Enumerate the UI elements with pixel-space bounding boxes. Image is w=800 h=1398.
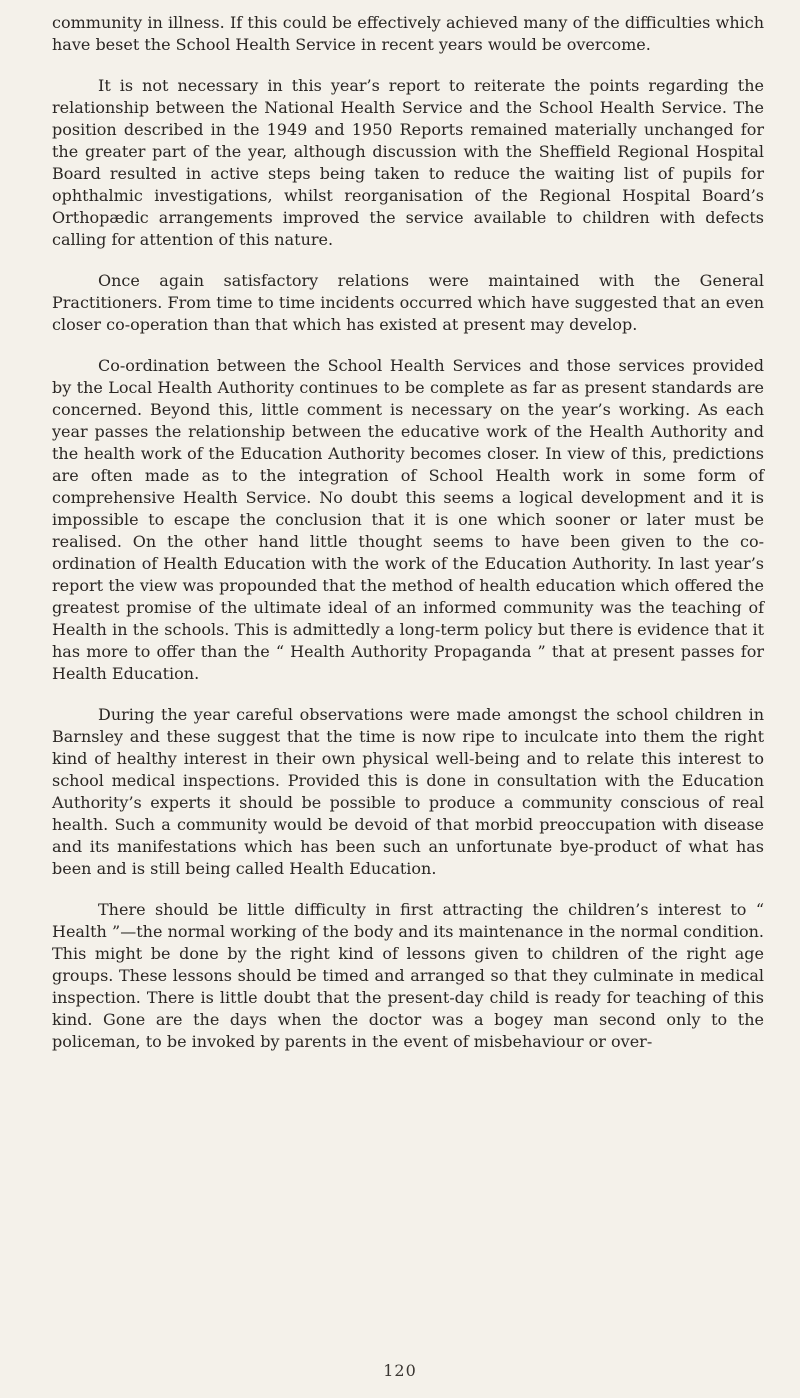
paragraph-continuation: community in illness. If this could be effectively achieved many of the difficulties which have beset the School Health Service in recent years would be overcome. [52,13,764,54]
document-page [52,12,764,1072]
paragraph-general-practitioners: Once again satisfactory relations were maintained with the General Practitioners. From time to time incidents occurred which have suggested that an even closer co-operation than that which has existed at present may develop. [52,271,764,334]
paragraph-national-health-service: It is not necessary in this year’s report to reiterate the points regarding the relationship between the National Health Service and the School Health Service. The position described in the 1949 and 1950 Reports remained materially unchanged for the greater part of the year, although discussion with the Sheffield Regional Hospital Board resulted in active steps being taken to reduce the waiting list of pupils for ophthalmic investigations, whilst reorganisation of the Regional Hospital Board’s Orthopædic arrangements improved the service available to children with defects calling for attention of this nature. [52,76,764,249]
page-number: 120 [383,1361,417,1380]
paragraph-observations: During the year careful observations were made amongst the school children in Barnsley and these suggest that the time is now ripe to inculcate into them the right kind of healthy interest in their own physical well-being and to relate this interest to school medical inspections. Provided this is done in consultation with the Education Authority’s experts it should be possible to produce a community conscious of real health. Such a community would be devoid of that morbid preoccupation with disease and its manifestations which has been such an unfortunate bye-product of what has been and is still being called Health Education. [52,705,764,878]
paragraph-health-interest: There should be little difficulty in first attracting the children’s interest to “ Health ”—the normal working of the body and its maintenance in the normal condition. This might be done by the right kind of lessons given to children of the right age groups. These lessons should be timed and arranged so that they culminate in medical inspection. There is little doubt that the present-day child is ready for teaching of this kind. Gone are the days when the doctor was a bogey man second only to the policeman, to be invoked by parents in the event of misbehaviour or over- [52,900,764,1051]
paragraph-co-ordination: Co-ordination between the School Health Services and those services provided by the Local Health Authority continues to be complete as far as present standards are concerned. Beyond this, little comment is necessary on the year’s working. As each year passes the relationship between the educative work of the Health Authority and the health work of the Education Authority becomes closer. In view of this, predictions are often made as to the integration of School Health work in some form of comprehensive Health Service. No doubt this seems a logical development and it is impossible to escape the conclusion that it is one which sooner or later must be realised. On the other hand little thought seems to have been given to the co-ordination of Health Education with the work of the Education Authority. In last year’s report the view was propounded that the method of health education which offered the greatest promise of the ultimate ideal of an informed community was the teaching of Health in the schools. This is admittedly a long-term policy but there is evidence that it has more to offer than the “ Health Authority Propaganda ” that at present passes for Health Education. [52,356,764,683]
